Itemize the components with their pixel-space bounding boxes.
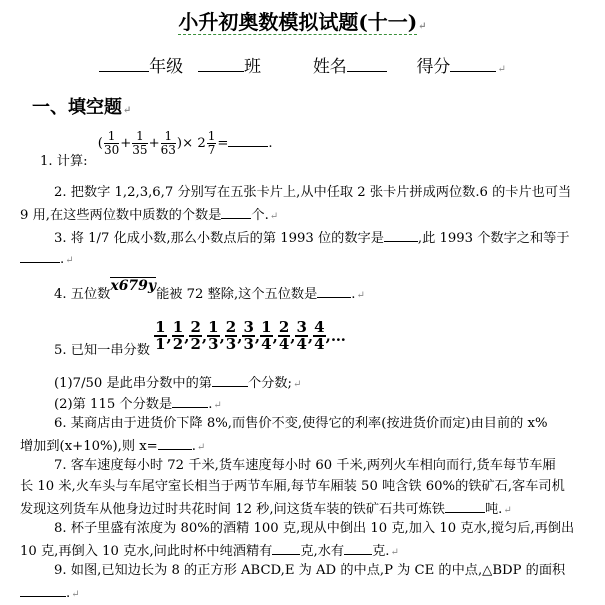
q5-sub2-blank[interactable] — [172, 395, 208, 408]
question-5-sub-1: (1)7/50 是此串分数中的第 个分数;↵ — [54, 376, 302, 391]
question-6-line-2: 增加到(x+10%),则 x= .↵ — [20, 439, 206, 454]
q3-answer-blank-1[interactable] — [384, 229, 418, 242]
section-heading-text: 一、填空题 — [32, 97, 122, 118]
q1-answer-blank[interactable] — [228, 136, 268, 147]
question-8-line-1: 8. 杯子里盛有浓度为 80%的酒精 100 克,现从中倒出 10 克,加入 10 克水,搅匀后,再倒出 — [54, 521, 575, 536]
q5-fraction: $\frac{3}{3}$ — [243, 318, 254, 353]
q5-separator: , — [166, 327, 172, 345]
question-5-sub-2: (2)第 115 个分数是 .↵ — [54, 397, 222, 412]
q1-fraction-1: $\frac{1}{30}$ — [103, 129, 120, 157]
q1-open-paren: ( — [97, 136, 103, 151]
q5-separator: , — [201, 327, 208, 345]
q1-fraction-2: $\frac{1}{35}$ — [132, 129, 148, 157]
q5-separator: , — [219, 327, 225, 345]
q5-separator: , — [307, 327, 314, 345]
grade-blank[interactable] — [99, 56, 149, 72]
question-7-line-1: 7. 客车速度每小时 72 千米,货车速度每小时 60 千米,两列火车相向而行,货车每节车厢 — [54, 458, 556, 473]
question-3-line-2: .↵ — [20, 250, 74, 269]
score-label: 得分 — [416, 57, 451, 77]
question-1 — [40, 129, 273, 169]
q1-close-paren: ) — [176, 136, 183, 151]
q7-answer-blank[interactable] — [445, 500, 485, 513]
question-6-line-1: 6. 某商店由于进货价下降 8%,而售价不变,使得它的利率(按进货价而定)由目前的 x% — [54, 416, 548, 431]
q5-fraction: $\frac{1}{3}$ — [208, 318, 219, 353]
student-info-line — [0, 52, 605, 77]
title-text: 小升初奥数模拟试题(十一) — [178, 10, 418, 34]
class-blank[interactable] — [198, 56, 244, 72]
question-4: 4. 五位数x679y能被 72 整除,这个五位数是 .↵ — [54, 278, 365, 302]
q5-fraction: $\frac{3}{4}$ — [296, 318, 307, 353]
question-8-line-2: 10 克,再倒入 10 克水,问此时杯中纯酒精有 克,水有 克.↵ — [20, 544, 399, 559]
q4-number: x679y — [110, 278, 157, 294]
question-9-line-1: 9. 如图,已知边长为 8 的正方形 ABCD,E 为 AD 的中点,P 为 CE 的中点,△BDP 的面积 — [54, 563, 566, 578]
q5-sub1-blank[interactable] — [212, 374, 248, 387]
q1-fraction-3: $\frac{1}{63}$ — [160, 129, 176, 157]
q5-tail: ,… — [325, 327, 346, 345]
q5-fraction: $\frac{1}{4}$ — [261, 318, 272, 353]
q1-expression: ( $\frac{1}{30}$ + $\frac{1}{35}$ + $\frac{1}{63}$ )× 2 $\frac{1}{7}$ = . — [97, 129, 273, 157]
grade-label: 年级 — [149, 57, 184, 77]
q5-separator: , — [272, 327, 278, 345]
name-blank[interactable] — [347, 56, 387, 72]
q6-answer-blank[interactable] — [158, 437, 192, 450]
q5-fraction-series — [154, 318, 325, 353]
class-label: 班 — [243, 57, 261, 77]
q1-label: 1. 计算: — [40, 154, 88, 169]
page-title — [0, 6, 605, 35]
q2-answer-blank[interactable] — [221, 206, 251, 219]
q4-answer-blank[interactable] — [317, 285, 351, 298]
paragraph-mark: ↵ — [418, 21, 427, 32]
q5-separator: , — [254, 327, 261, 345]
q1-fraction-4: $\frac{1}{7}$ — [207, 129, 216, 157]
name-label: 姓名 — [312, 57, 347, 77]
q5-label: 5. 已知一串分数 — [54, 342, 150, 358]
q5-fraction: $\frac{4}{4}$ — [314, 318, 325, 353]
q5-fraction: $\frac{2}{4}$ — [278, 318, 290, 353]
score-blank[interactable] — [450, 56, 496, 72]
paragraph-mark: ↵ — [497, 64, 506, 75]
paragraph-mark: ↵ — [123, 105, 132, 116]
q5-fraction: $\frac{1}{1}$ — [155, 318, 166, 353]
q5-fraction: $\frac{2}{2}$ — [190, 318, 201, 353]
q5-fraction: $\frac{2}{3}$ — [225, 318, 237, 353]
q9-answer-blank[interactable] — [20, 584, 66, 597]
question-5 — [54, 318, 346, 358]
q5-separator: , — [237, 327, 243, 345]
question-7-line-3: 发现这列货车从他身边过时共花时间 12 秒,问这货车装的铁矿石共可炼铁 吨.↵ — [20, 502, 512, 517]
q5-fraction: $\frac{1}{2}$ — [172, 318, 184, 353]
question-7-line-2: 长 10 米,火车头与车尾守室长相当于两节车厢,每节车厢装 50 吨含铁 60%的铁矿石,客车司机 — [20, 479, 565, 494]
question-2-line-2: 9 用,在这些两位数中质数的个数是 个.↵ — [20, 208, 279, 223]
question-9-line-2: .↵ — [20, 584, 80, 603]
section-heading — [32, 93, 131, 119]
question-2-line-1: 2. 把数字 1,2,3,6,7 分别写在五张卡片上,从中任取 2 张卡片拼成两位数.6 的卡片也可当 — [54, 185, 572, 200]
question-3-line-1: 3. 将 1/7 化成小数,那么小数点后的第 1993 位的数字是 ,此 1993 个数字之和等于 — [54, 231, 570, 246]
q8-water-blank[interactable] — [344, 542, 372, 555]
q8-alcohol-blank[interactable] — [272, 542, 300, 555]
q3-answer-blank-2[interactable] — [20, 250, 60, 263]
q5-separator: , — [184, 327, 190, 345]
q5-separator: , — [290, 327, 296, 345]
